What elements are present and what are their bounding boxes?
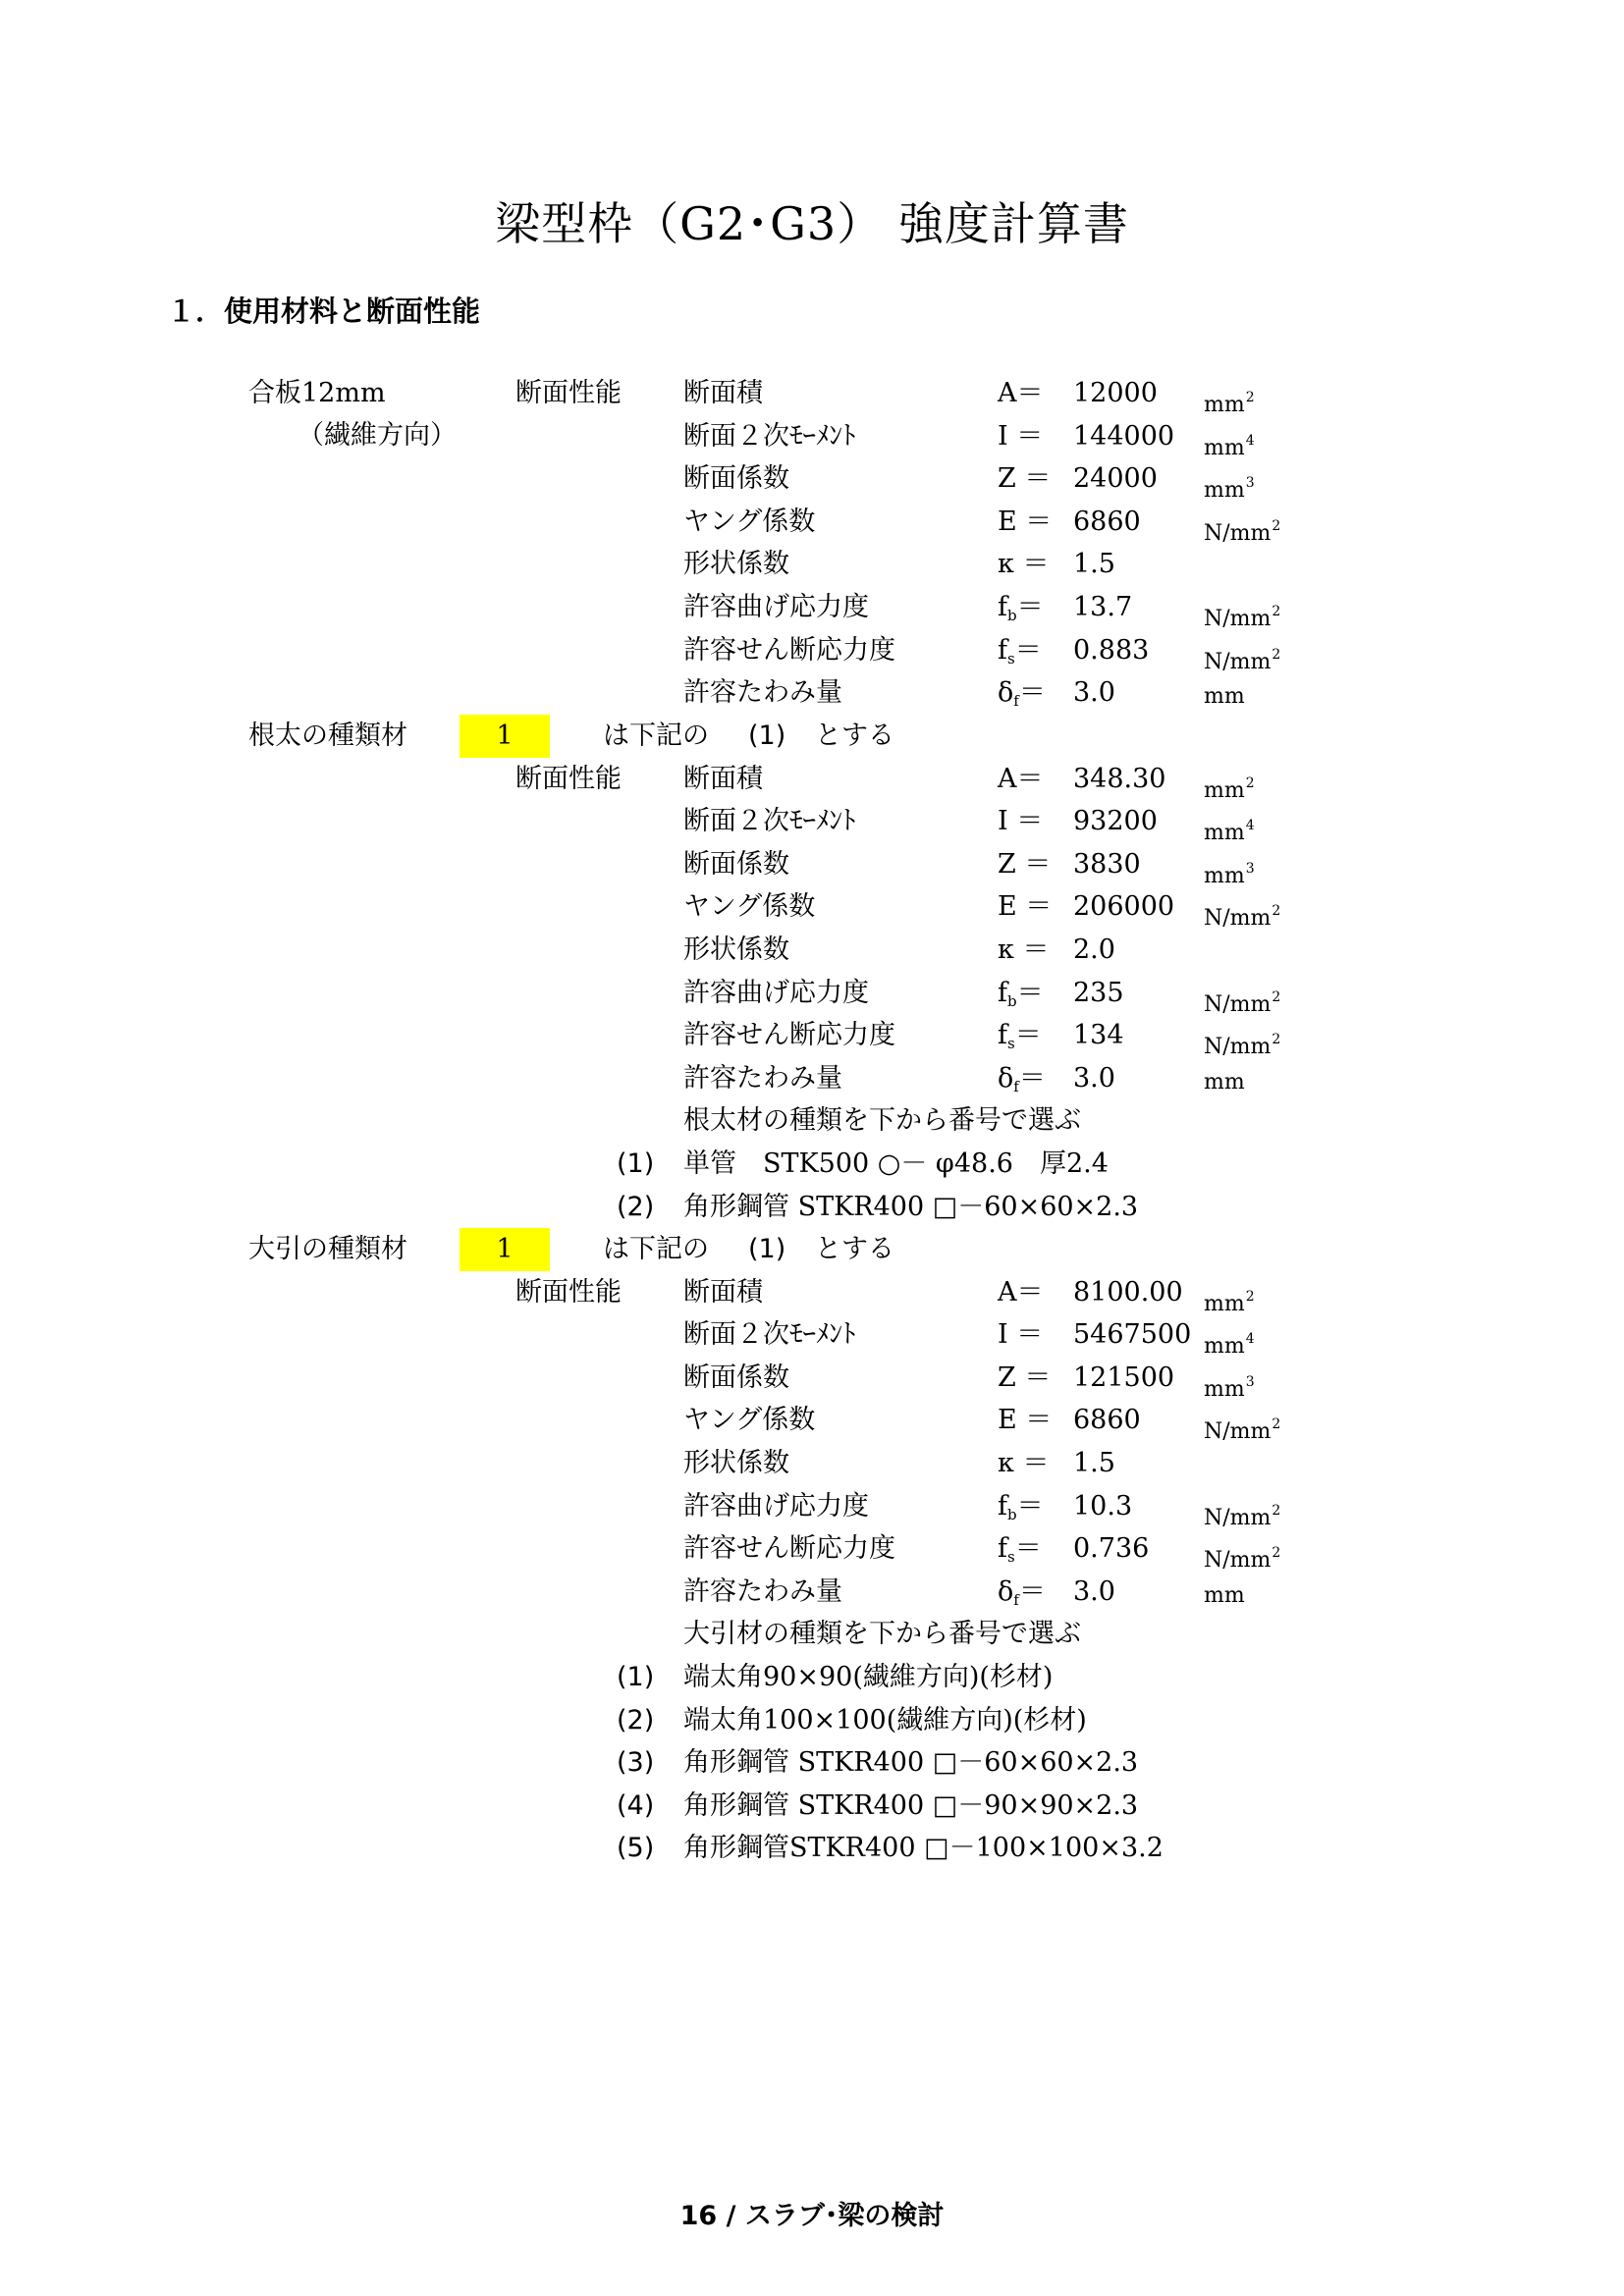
- unit-exponent: 2: [1272, 1416, 1281, 1433]
- property-name: 許容曲げ応力度: [683, 592, 869, 622]
- unit-text: N/mm: [1204, 649, 1272, 674]
- symbol-main: E ＝: [998, 891, 1053, 923]
- property-unit: [1204, 852, 1255, 893]
- symbol-main: κ ＝: [998, 1448, 1050, 1478]
- property-unit: [1204, 680, 1245, 714]
- property-symbol: [998, 848, 1051, 881]
- selection-note: は下記の: [603, 1234, 709, 1264]
- selection-note-end: とする: [815, 1234, 894, 1264]
- property-value: 24000: [1073, 463, 1158, 495]
- option-number: (3): [617, 1747, 655, 1779]
- unit-exponent: 2: [1245, 390, 1255, 405]
- property-symbol: [998, 1362, 1051, 1395]
- symbol-main: Z ＝: [998, 848, 1052, 880]
- property-name: ヤング係数: [683, 891, 816, 923]
- option-number: (1): [617, 1662, 655, 1692]
- unit-exponent: 2: [1272, 517, 1281, 534]
- choose-instruction: 根太材の種類を下から番号で選ぶ: [683, 1105, 1081, 1137]
- property-value: 6860: [1073, 1405, 1141, 1436]
- property-value: 2.0: [1073, 934, 1115, 965]
- option-number: (1): [617, 1148, 655, 1179]
- property-value: 1.5: [1073, 1448, 1115, 1478]
- property-unit: [1204, 1536, 1280, 1577]
- symbol-main: I ＝: [998, 420, 1044, 452]
- property-symbol: [998, 1490, 1044, 1531]
- property-unit: [1204, 1023, 1280, 1064]
- unit-exponent: 2: [1245, 1288, 1255, 1305]
- property-symbol: [998, 1062, 1046, 1103]
- property-value: 235: [1073, 977, 1124, 1008]
- symbol-main: E ＝: [998, 1405, 1053, 1436]
- property-name: 許容たわみ量: [683, 1575, 842, 1607]
- unit-exponent: 3: [1245, 1373, 1255, 1390]
- option-text: 角形鋼管STKR400 □－100×100×3.2: [683, 1833, 1164, 1864]
- unit-exponent: 4: [1245, 818, 1255, 834]
- unit-exponent: 4: [1245, 1331, 1255, 1348]
- option-text: 端太角90×90(繊維方向)(杉材): [683, 1662, 1054, 1692]
- symbol-equals: ＝: [1016, 592, 1044, 622]
- property-symbol: [998, 890, 1052, 924]
- property-symbol: [998, 548, 1049, 581]
- unit-text: mm: [1204, 478, 1245, 504]
- symbol-main: I ＝: [998, 806, 1044, 837]
- property-name: 許容曲げ応力度: [683, 1490, 869, 1522]
- property-value: 3.0: [1073, 1575, 1115, 1607]
- property-value: 5467500: [1073, 1319, 1192, 1351]
- property-symbol: [998, 1404, 1052, 1437]
- property-unit: [1204, 466, 1255, 507]
- unit-exponent: 2: [1272, 1032, 1281, 1048]
- property-value: 10.3: [1073, 1490, 1133, 1522]
- unit-text: N/mm: [1204, 1419, 1272, 1445]
- symbol-equals: ＝: [1018, 677, 1046, 709]
- property-symbol: [998, 805, 1043, 838]
- property-unit: [1204, 1066, 1245, 1099]
- property-name: 形状係数: [683, 934, 789, 965]
- unit-text: N/mm: [1204, 520, 1272, 546]
- unit-text: mm: [1204, 1334, 1245, 1360]
- plywood-name: 合板12mm: [248, 378, 386, 408]
- choose-instruction: 大引材の種類を下から番号で選ぶ: [683, 1619, 1081, 1650]
- unit-exponent: 2: [1245, 774, 1255, 791]
- selection-note: は下記の: [603, 721, 709, 751]
- unit-exponent: 2: [1272, 646, 1281, 663]
- unit-text: mm: [1204, 821, 1245, 846]
- symbol-main: f: [998, 1533, 1007, 1565]
- symbol-main: δ: [998, 1575, 1014, 1607]
- symbol-equals: ＝: [1016, 977, 1044, 1008]
- props-label: 断面性能: [515, 1276, 622, 1308]
- property-value: 0.883: [1073, 634, 1150, 666]
- unit-exponent: 2: [1272, 604, 1281, 619]
- symbol-subscript: f: [1013, 692, 1019, 711]
- unit-exponent: 3: [1245, 860, 1255, 877]
- unit-text: N/mm: [1204, 906, 1272, 932]
- property-unit: [1204, 809, 1255, 850]
- property-name: 断面係数: [683, 1362, 789, 1393]
- unit-text: mm: [1204, 1291, 1245, 1316]
- property-name: 断面積: [683, 1276, 763, 1308]
- option-number: (2): [617, 1704, 655, 1735]
- unit-text: mm: [1204, 393, 1245, 417]
- property-name: 許容たわみ量: [683, 677, 842, 709]
- option-text: 端太角100×100(繊維方向)(杉材): [683, 1704, 1087, 1735]
- symbol-equals: ＝: [1014, 1533, 1042, 1565]
- property-name: 許容たわみ量: [683, 1062, 842, 1094]
- property-value: 93200: [1073, 806, 1158, 837]
- property-name: ヤング係数: [683, 1405, 816, 1436]
- symbol-main: f: [998, 634, 1007, 666]
- beam-type-label: 大引の種類材: [248, 1234, 407, 1264]
- page-footer: 16 / スラブ･梁の検討: [679, 2201, 945, 2231]
- property-value: 348.30: [1073, 763, 1166, 794]
- symbol-equals: ＝: [1014, 1020, 1042, 1051]
- symbol-equals: ＝: [1016, 1490, 1044, 1522]
- unit-text: mm: [1204, 684, 1245, 710]
- option-number: (2): [617, 1191, 655, 1222]
- unit-text: mm: [1204, 1376, 1245, 1402]
- props-label: 断面性能: [515, 378, 622, 408]
- property-unit: [1204, 381, 1255, 422]
- property-name: 許容曲げ応力度: [683, 977, 869, 1008]
- option-text: 角形鋼管 STKR400 □－60×60×2.3: [683, 1747, 1139, 1779]
- property-unit: [1204, 1494, 1280, 1535]
- property-symbol: [998, 634, 1042, 675]
- unit-text: N/mm: [1204, 1035, 1272, 1060]
- symbol-subscript: s: [1007, 1548, 1015, 1567]
- selection-number: (1): [748, 721, 786, 751]
- property-name: 断面積: [683, 378, 763, 408]
- property-name: 断面係数: [683, 848, 789, 880]
- option-text: 角形鋼管 STKR400 □－60×60×2.3: [683, 1191, 1139, 1222]
- property-symbol: [998, 420, 1043, 454]
- props-label: 断面性能: [515, 763, 622, 794]
- property-symbol: [998, 1532, 1042, 1574]
- unit-text: mm: [1204, 777, 1245, 803]
- property-value: 1.5: [1073, 549, 1115, 580]
- symbol-main: κ ＝: [998, 549, 1050, 580]
- property-value: 6860: [1073, 506, 1141, 537]
- selection-number: (1): [748, 1234, 786, 1264]
- beam-type-selector[interactable]: 1: [460, 1228, 550, 1271]
- property-name: 形状係数: [683, 1448, 789, 1478]
- property-name: 断面２次ﾓｰﾒﾝﾄ: [683, 806, 856, 837]
- plywood-direction: （繊維方向）: [298, 420, 457, 451]
- symbol-main: E ＝: [998, 506, 1053, 537]
- unit-exponent: 2: [1272, 988, 1281, 1005]
- section-heading: １．使用材料と断面性能: [167, 294, 481, 328]
- property-name: 許容せん断応力度: [683, 1020, 895, 1051]
- unit-text: N/mm: [1204, 1505, 1272, 1530]
- property-value: 144000: [1073, 420, 1175, 452]
- joist-type-selector[interactable]: 1: [460, 715, 550, 758]
- property-symbol: [998, 591, 1044, 632]
- property-symbol: [998, 1318, 1043, 1352]
- property-value: 13.7: [1073, 592, 1133, 622]
- symbol-main: δ: [998, 1062, 1014, 1094]
- unit-exponent: 2: [1272, 1502, 1281, 1519]
- property-unit: [1204, 424, 1255, 465]
- unit-exponent: 3: [1245, 475, 1255, 492]
- symbol-subscript: b: [1007, 607, 1017, 624]
- property-value: 206000: [1073, 891, 1175, 923]
- property-unit: [1204, 981, 1280, 1022]
- joist-type-label: 根太の種類材: [248, 721, 407, 751]
- symbol-subscript: s: [1007, 1035, 1015, 1053]
- symbol-main: f: [998, 977, 1007, 1008]
- property-value: 3.0: [1073, 1062, 1115, 1094]
- symbol-main: Z ＝: [998, 1362, 1052, 1393]
- unit-exponent: 4: [1245, 432, 1255, 449]
- property-name: 断面積: [683, 763, 763, 794]
- unit-text: mm: [1204, 863, 1245, 888]
- property-symbol: [998, 1276, 1044, 1309]
- property-unit: [1204, 767, 1255, 808]
- symbol-main: A＝: [998, 763, 1044, 794]
- property-symbol: [998, 1447, 1049, 1480]
- unit-exponent: 2: [1272, 903, 1281, 920]
- option-number: (4): [617, 1789, 655, 1821]
- property-value: 134: [1073, 1020, 1124, 1051]
- property-unit: [1204, 638, 1280, 679]
- unit-text: mm: [1204, 1582, 1245, 1608]
- symbol-equals: ＝: [1014, 634, 1042, 666]
- property-name: 断面係数: [683, 463, 789, 495]
- symbol-subscript: f: [1013, 1590, 1019, 1609]
- symbol-main: f: [998, 1020, 1007, 1051]
- property-symbol: [998, 934, 1049, 967]
- property-value: 121500: [1073, 1362, 1175, 1393]
- unit-exponent: 2: [1272, 1545, 1281, 1562]
- property-value: 0.736: [1073, 1533, 1150, 1565]
- property-symbol: [998, 763, 1044, 796]
- selection-note-end: とする: [815, 721, 894, 751]
- symbol-main: f: [998, 1490, 1007, 1522]
- page-title: 梁型枠（G2･G3） 強度計算書: [495, 197, 1129, 250]
- property-symbol: [998, 462, 1051, 496]
- property-symbol: [998, 506, 1052, 539]
- option-number: (5): [617, 1833, 655, 1864]
- property-unit: [1204, 1280, 1255, 1321]
- symbol-main: A＝: [998, 378, 1044, 408]
- symbol-equals: ＝: [1018, 1575, 1046, 1607]
- property-symbol: [998, 676, 1046, 718]
- option-text: 単管 STK500 ○－ φ48.6 厚2.4: [683, 1148, 1109, 1179]
- symbol-main: I ＝: [998, 1319, 1044, 1351]
- unit-text: mm: [1204, 1069, 1245, 1095]
- unit-text: mm: [1204, 435, 1245, 460]
- property-symbol: [998, 377, 1044, 410]
- property-symbol: [998, 1575, 1046, 1617]
- symbol-subscript: b: [1007, 1505, 1017, 1523]
- property-value: 3.0: [1073, 677, 1115, 709]
- property-name: 許容せん断応力度: [683, 634, 895, 666]
- property-name: 断面２次ﾓｰﾒﾝﾄ: [683, 1319, 856, 1351]
- symbol-main: κ ＝: [998, 934, 1050, 965]
- property-name: 断面２次ﾓｰﾒﾝﾄ: [683, 420, 856, 452]
- property-unit: [1204, 894, 1280, 935]
- property-symbol: [998, 1019, 1042, 1060]
- property-unit: [1204, 595, 1280, 636]
- option-text: 角形鋼管 STKR400 □－90×90×2.3: [683, 1789, 1139, 1821]
- property-symbol: [998, 977, 1044, 1018]
- property-value: 8100.00: [1073, 1276, 1183, 1308]
- symbol-subscript: s: [1007, 649, 1015, 667]
- property-unit: [1204, 1579, 1245, 1613]
- unit-text: N/mm: [1204, 607, 1272, 631]
- symbol-subscript: f: [1013, 1077, 1019, 1095]
- symbol-equals: ＝: [1018, 1062, 1046, 1094]
- property-unit: [1204, 1408, 1280, 1449]
- property-name: ヤング係数: [683, 506, 816, 537]
- property-value: 3830: [1073, 848, 1141, 880]
- property-unit: [1204, 1322, 1255, 1363]
- symbol-main: A＝: [998, 1276, 1044, 1308]
- symbol-main: f: [998, 592, 1007, 622]
- unit-text: N/mm: [1204, 991, 1272, 1017]
- property-value: 12000: [1073, 378, 1158, 408]
- unit-text: N/mm: [1204, 1548, 1272, 1574]
- property-name: 形状係数: [683, 549, 789, 580]
- property-unit: [1204, 1365, 1255, 1407]
- symbol-main: δ: [998, 677, 1014, 709]
- symbol-main: Z ＝: [998, 463, 1052, 495]
- property-name: 許容せん断応力度: [683, 1533, 895, 1565]
- symbol-subscript: b: [1007, 991, 1017, 1010]
- property-unit: [1204, 509, 1280, 551]
